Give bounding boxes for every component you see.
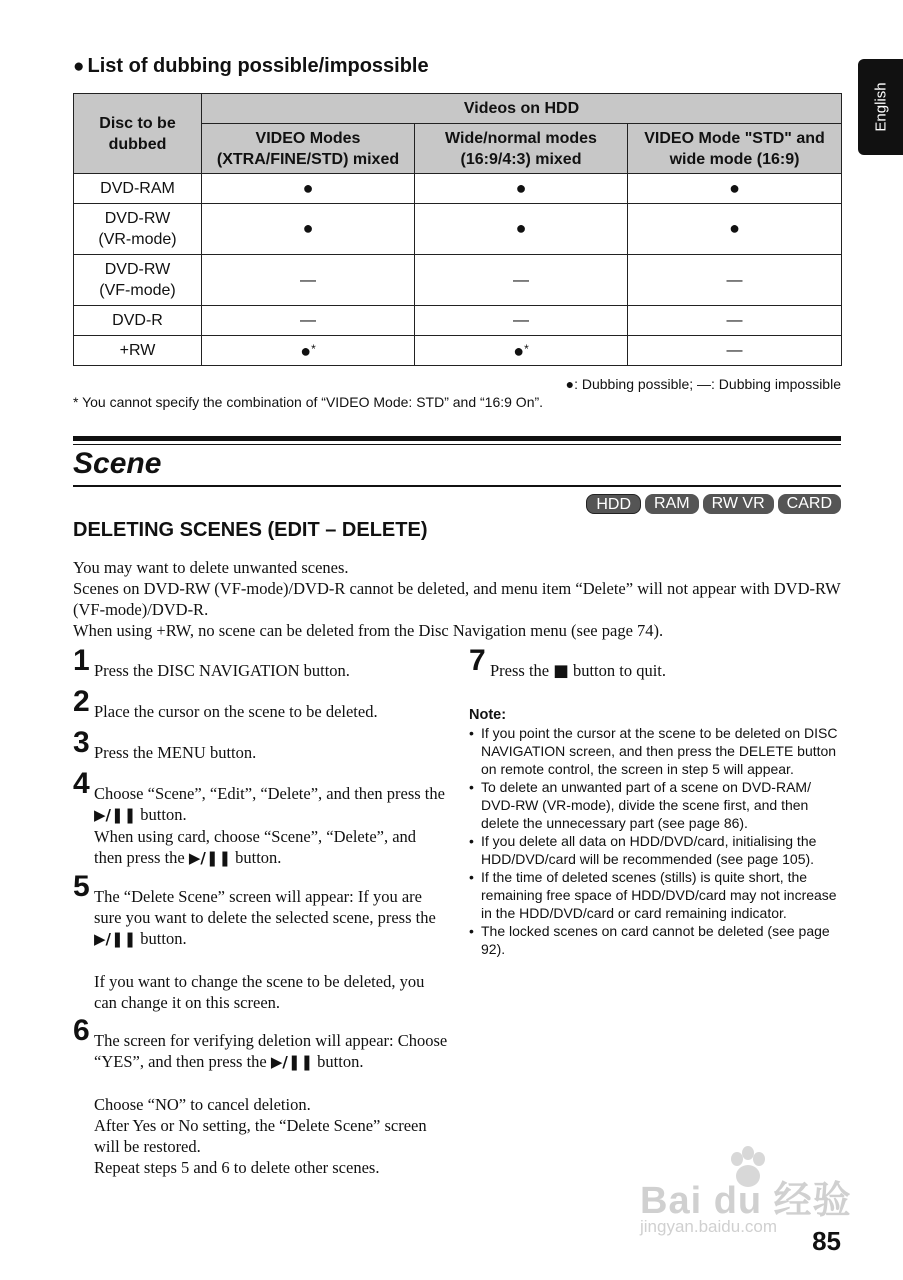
watermark-url: jingyan.baidu.com <box>640 1217 778 1236</box>
mark-cell: — <box>415 306 628 336</box>
step-1 <box>73 644 448 681</box>
mark-cell: ● <box>415 204 628 255</box>
play-pause-icon: ▶/❚❚ <box>188 849 232 867</box>
table-row <box>74 174 842 204</box>
media-badges <box>586 494 841 514</box>
step-text: Press the MENU button. <box>94 743 257 762</box>
step-5 <box>73 870 448 1013</box>
disc-cell: DVD-RW (VF-mode) <box>74 255 202 306</box>
step-text: When using card, choose “Scene”, “Delete”, and then press the ▶/❚❚ button. <box>94 827 417 867</box>
language-tab-label: English <box>872 82 889 132</box>
note-item: • If the time of deleted scenes (stills) is quite short, the remaining free space of HDD/DVD/card may not increase in the HDD/DVD/card or card remaining indicator. <box>469 868 849 922</box>
dubbing-table <box>73 93 842 366</box>
step-text: Place the cursor on the scene to be deleted. <box>94 702 378 721</box>
mark-cell: ● <box>202 204 415 255</box>
table-legend: ●: Dubbing possible; —: Dubbing impossible <box>565 376 841 392</box>
note-item: • If you point the cursor at the scene to be deleted on DISC NAVIGATION screen, and then press the DELETE button on remote control, the screen in step 5 will appear. <box>469 724 849 778</box>
badge-ram: RAM <box>645 494 699 514</box>
list-heading <box>73 55 429 78</box>
note-item: • To delete an unwanted part of a scene on DVD-RAM/ DVD-RW (VR-mode), divide the scene first, and then delete the unnecessary part (see page 86). <box>469 778 849 832</box>
badge-card: CARD <box>778 494 841 514</box>
step-number: 2 <box>73 685 90 718</box>
bullet-icon: ● <box>73 56 85 77</box>
step-number: 1 <box>73 644 90 677</box>
step-number: 6 <box>73 1014 90 1047</box>
disc-cell: DVD-RAM <box>74 174 202 204</box>
page-number: 85 <box>812 1226 841 1256</box>
mark-cell: ●* <box>202 336 415 366</box>
note-item: • If you delete all data on HDD/DVD/card, initialising the HDD/DVD/card will be recommended (see page 105). <box>469 832 849 868</box>
mark-cell: — <box>202 255 415 306</box>
step-number: 5 <box>73 870 90 903</box>
step-text: Press the DISC NAVIGATION button. <box>94 661 350 680</box>
col-header: VIDEO Mode "STD" and wide mode (16:9) <box>628 124 842 174</box>
stop-icon: ■ <box>553 661 569 680</box>
section-title: Scene <box>73 447 162 480</box>
intro-text <box>73 557 843 641</box>
step-7 <box>469 644 844 681</box>
intro-paragraph: You may want to delete unwanted scenes. <box>73 558 349 577</box>
disc-cell: +RW <box>74 336 202 366</box>
step-text: Choose “Scene”, “Edit”, “Delete”, and then press the ▶/❚❚ button. <box>94 784 445 824</box>
col-header: VIDEO Modes (XTRA/FINE/STD) mixed <box>202 124 415 174</box>
intro-paragraph: When using +RW, no scene can be deleted from the Disc Navigation menu (see page 74). <box>73 621 664 640</box>
table-row <box>74 306 842 336</box>
step-number: 4 <box>73 767 90 800</box>
step-text: If you want to change the scene to be deleted, you can change it on this screen. <box>94 972 425 1012</box>
mark-cell: — <box>628 255 842 306</box>
note-block <box>469 706 849 958</box>
step-text: The “Delete Scene” screen will appear: If you are sure you want to delete the selected scene, press the ▶/❚❚ button. <box>94 887 436 948</box>
mark-cell: ●* <box>415 336 628 366</box>
play-pause-icon: ▶/❚❚ <box>94 806 137 824</box>
step-6 <box>73 1014 448 1178</box>
intro-paragraph: Scenes on DVD-RW (VF-mode)/DVD-R cannot be deleted, and menu item “Delete” will not appear with DVD-RW (VF-mode)/DVD-R. <box>73 579 841 619</box>
col-header: Wide/normal modes (16:9/4:3) mixed <box>415 124 628 174</box>
watermark-text: Bai du 经验 <box>640 1180 852 1222</box>
mark-cell: ● <box>628 174 842 204</box>
mark-cell: — <box>415 255 628 306</box>
sub-heading: DELETING SCENES (EDIT – DELETE) <box>73 519 428 541</box>
step-text: The screen for verifying deletion will appear: Choose “YES”, and then press the ▶/❚❚ button. <box>94 1031 448 1071</box>
mark-cell: — <box>202 306 415 336</box>
step-text: Press the ■ button to quit. <box>490 661 667 680</box>
table-row <box>74 255 842 306</box>
section-rule-thin <box>73 444 841 445</box>
step-2 <box>73 685 448 722</box>
step-3 <box>73 726 448 763</box>
badge-rw-vr: RW VR <box>703 494 774 514</box>
step-4 <box>73 767 448 869</box>
step-number: 7 <box>469 644 486 677</box>
mark-cell: ● <box>415 174 628 204</box>
section-rule-bottom <box>73 485 841 487</box>
step-text: After Yes or No setting, the “Delete Scene” screen will be restored. <box>94 1116 427 1156</box>
language-tab <box>858 59 903 155</box>
footnote-star: * <box>311 341 316 356</box>
group-header-videos: Videos on HDD <box>202 94 842 124</box>
step-text: Repeat steps 5 and 6 to delete other scenes. <box>94 1158 380 1177</box>
disc-cell: DVD-R <box>74 306 202 336</box>
badge-hdd: HDD <box>586 494 641 514</box>
table-row <box>74 204 842 255</box>
note-title: Note: <box>469 707 507 723</box>
play-pause-icon: ▶/❚❚ <box>270 1053 314 1071</box>
step-text: Choose “NO” to cancel deletion. <box>94 1095 311 1114</box>
table-footnote: * You cannot specify the combination of “VIDEO Mode: STD” and “16:9 On”. <box>73 394 544 410</box>
play-pause-icon: ▶/❚❚ <box>94 930 137 948</box>
disc-cell: DVD-RW (VR-mode) <box>74 204 202 255</box>
note-item: • The locked scenes on card cannot be deleted (see page 92). <box>469 922 849 958</box>
footnote-star: * <box>524 341 529 356</box>
list-heading-text: List of dubbing possible/impossible <box>87 55 429 77</box>
mark-cell: — <box>628 336 842 366</box>
section-rule-thick <box>73 436 841 441</box>
step-number: 3 <box>73 726 90 759</box>
mark-cell: ● <box>202 174 415 204</box>
mark-cell: ● <box>628 204 842 255</box>
mark-cell: — <box>628 306 842 336</box>
table-row <box>74 336 842 366</box>
col-header-disc: Disc to be dubbed <box>74 94 202 174</box>
